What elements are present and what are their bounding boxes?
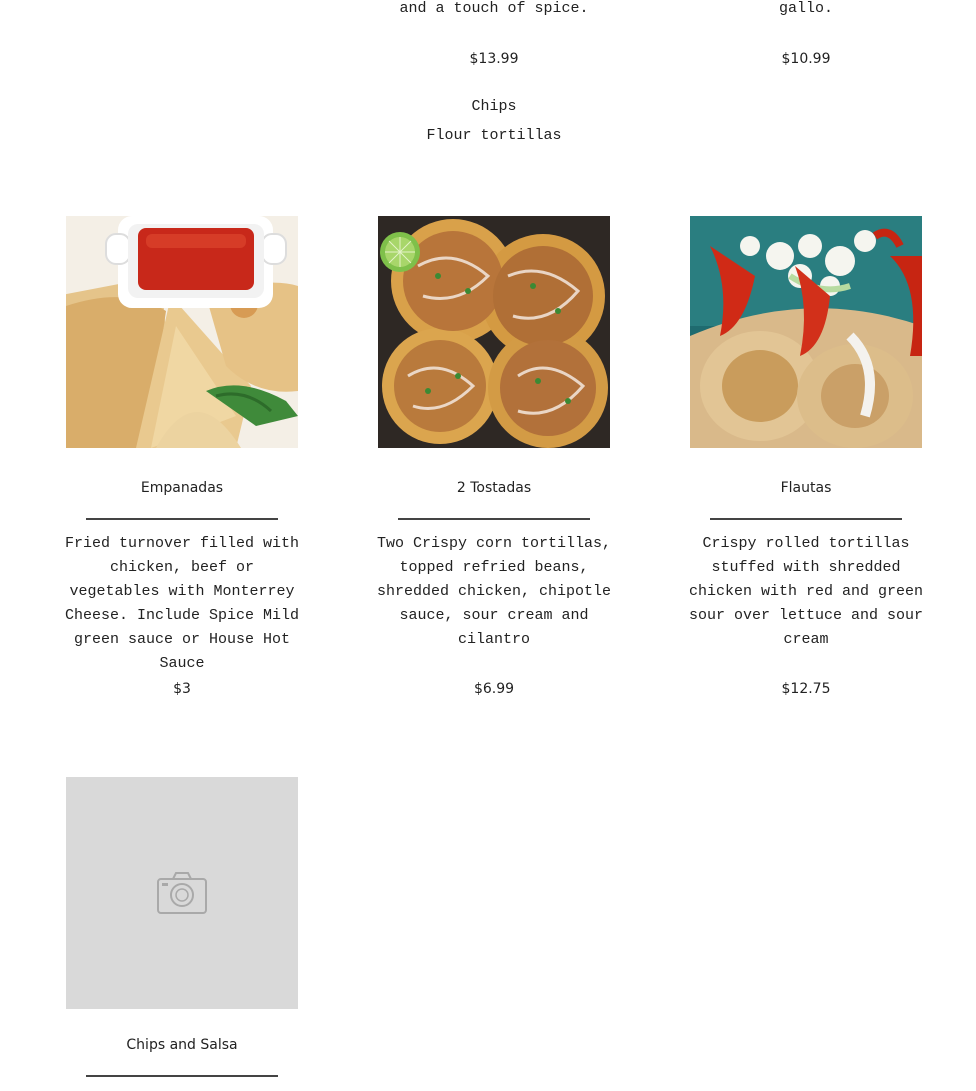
- item-price: $6.99: [473, 681, 515, 697]
- previous-item-price: $13.99: [469, 51, 519, 67]
- item-title: Empanadas: [140, 480, 224, 496]
- item-price: $12.75: [781, 681, 831, 697]
- empanadas-photo[interactable]: [66, 216, 298, 448]
- item-title: 2 Tostadas: [456, 480, 532, 496]
- previous-item-price: $10.99: [781, 51, 831, 67]
- image-placeholder[interactable]: [66, 777, 298, 1009]
- item-description: Two Crispy corn tortillas, topped refried beans, shredded chicken, chipotle sauce, sour cream and cilantro: [376, 535, 612, 648]
- title-divider: [398, 518, 590, 520]
- tostadas-photo[interactable]: [378, 216, 610, 448]
- previous-item-description-tail: gallo.: [778, 0, 833, 17]
- title-divider: [710, 518, 902, 520]
- extra-item: Flour tortillas: [426, 127, 562, 144]
- item-description: Fried turnover filled with chicken, beef or vegetables with Monterrey Cheese. Include Spice Mild green sauce or House Hot Sauce: [64, 535, 300, 672]
- title-divider: [86, 1075, 278, 1077]
- previous-item-description-tail: and a touch of spice.: [399, 0, 589, 17]
- extra-item: Chips: [471, 98, 517, 115]
- item-title: Chips and Salsa: [126, 1037, 238, 1053]
- camera-icon: [66, 777, 298, 1009]
- item-description: Crispy rolled tortillas stuffed with shredded chicken with red and green sour over lettuce and sour cream: [688, 535, 924, 648]
- title-divider: [86, 518, 278, 520]
- item-title: Flautas: [780, 480, 832, 496]
- flautas-photo[interactable]: [690, 216, 922, 448]
- item-price: $3: [173, 681, 191, 697]
